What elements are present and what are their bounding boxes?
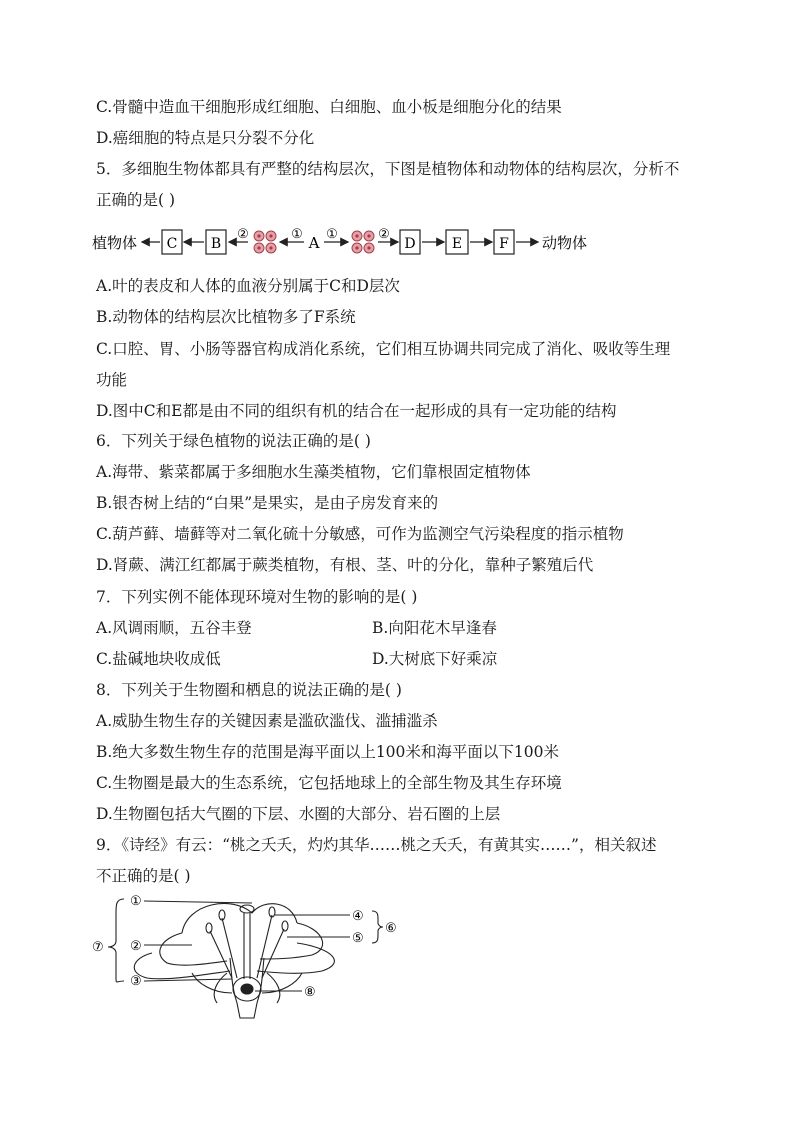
q5-option-b: B.动物体的结构层次比植物多了F系统 <box>96 308 356 326</box>
q7-option-b: B.向阳花木早逢春 <box>372 619 497 637</box>
box-c-label: C <box>166 236 178 252</box>
label-2: ② <box>130 939 142 954</box>
q6-option-d: D.肾蕨、满江红都属于蕨类植物，有根、茎、叶的分化，靠种子繁殖后代 <box>96 556 594 574</box>
q6-stem: 6．下列关于绿色植物的说法正确的是( ) <box>96 432 371 450</box>
box-f-label: F <box>499 236 509 252</box>
q7-option-c: C.盐碱地块收成低 <box>96 650 221 668</box>
q5-stem-line2: 正确的是( ) <box>96 191 176 209</box>
q8-option-a: A.威胁生物生存的关键因素是滥砍滥伐、滥捕滥杀 <box>96 712 438 730</box>
label-6: ⑥ <box>385 921 397 936</box>
q8-stem: 8．下列关于生物圈和栖息的说法正确的是( ) <box>96 681 402 699</box>
flower-structure-diagram <box>92 893 402 1028</box>
label-8: ⑧ <box>304 985 316 1000</box>
q9-stem-line2: 不正确的是( ) <box>96 867 191 885</box>
q8-option-d: D.生物圈包括大气圈的下层、水圈的大部分、岩石圈的上层 <box>96 805 501 823</box>
q7-option-a: A.风调雨顺，五谷丰登 <box>96 619 252 637</box>
arrow-label-2-right: ② <box>378 227 390 242</box>
label-5: ⑤ <box>352 931 364 946</box>
q9-stem-line1: 9．《诗经》有云：“桃之夭夭，灼灼其华……桃之夭夭，有黄其实……”，相关叙述 <box>96 836 657 854</box>
q5-option-c-line2: 功能 <box>96 371 128 389</box>
q8-option-b: B.绝大多数生物生存的范围是海平面以上100米和海平面以下100米 <box>96 743 559 761</box>
plant-body-label: 植物体 <box>92 234 138 252</box>
label-3: ③ <box>130 974 142 989</box>
q4-option-c: C.骨髓中造血干细胞形成红细胞、白细胞、血小板是细胞分化的结果 <box>96 98 562 116</box>
box-e-label: E <box>451 236 463 252</box>
label-1: ① <box>130 894 142 909</box>
structure-hierarchy-diagram <box>92 224 602 260</box>
tissue-cells-left-icon <box>254 231 276 253</box>
q5-stem-line1: 5．多细胞生物体都具有严整的结构层次，下图是植物体和动物体的结构层次，分析不 <box>96 160 680 178</box>
arrow-label-2-left: ② <box>237 227 249 242</box>
q5-option-d: D.图中C和E都是由不同的组织有机的结合在一起形成的具有一定功能的结构 <box>96 402 617 420</box>
q4-option-d: D.癌细胞的特点是只分裂不分化 <box>96 129 315 147</box>
q5-option-a: A.叶的表皮和人体的血液分别属于C和D层次 <box>96 277 400 295</box>
label-4: ④ <box>352 909 364 924</box>
center-a-label: A <box>308 234 320 252</box>
animal-body-label: 动物体 <box>542 234 588 252</box>
q7-option-d: D.大树底下好乘凉 <box>372 650 498 668</box>
q7-stem: 7．下列实例不能体现环境对生物的影响的是( ) <box>96 588 418 606</box>
q8-option-c: C.生物圈是最大的生态系统，它包括地球上的全部生物及其生存环境 <box>96 774 562 792</box>
q5-option-c-line1: C.口腔、胃、小肠等器官构成消化系统，它们相互协调共同完成了消化、吸收等生理 <box>96 340 671 358</box>
box-b-label: B <box>210 236 222 252</box>
arrow-label-1-left: ① <box>291 227 303 242</box>
q6-option-c: C.葫芦藓、墙藓等对二氧化硫十分敏感，可作为监测空气污染程度的指示植物 <box>96 525 624 543</box>
q6-option-b: B.银杏树上结的“白果”是果实，是由子房发育来的 <box>96 494 439 512</box>
arrow-label-1-right: ① <box>326 227 338 242</box>
q6-option-a: A.海带、紫菜都属于多细胞水生藻类植物，它们靠根固定植物体 <box>96 463 531 481</box>
tissue-cells-right-icon <box>352 231 374 253</box>
box-d-label: D <box>404 236 416 252</box>
label-7: ⑦ <box>92 940 104 955</box>
